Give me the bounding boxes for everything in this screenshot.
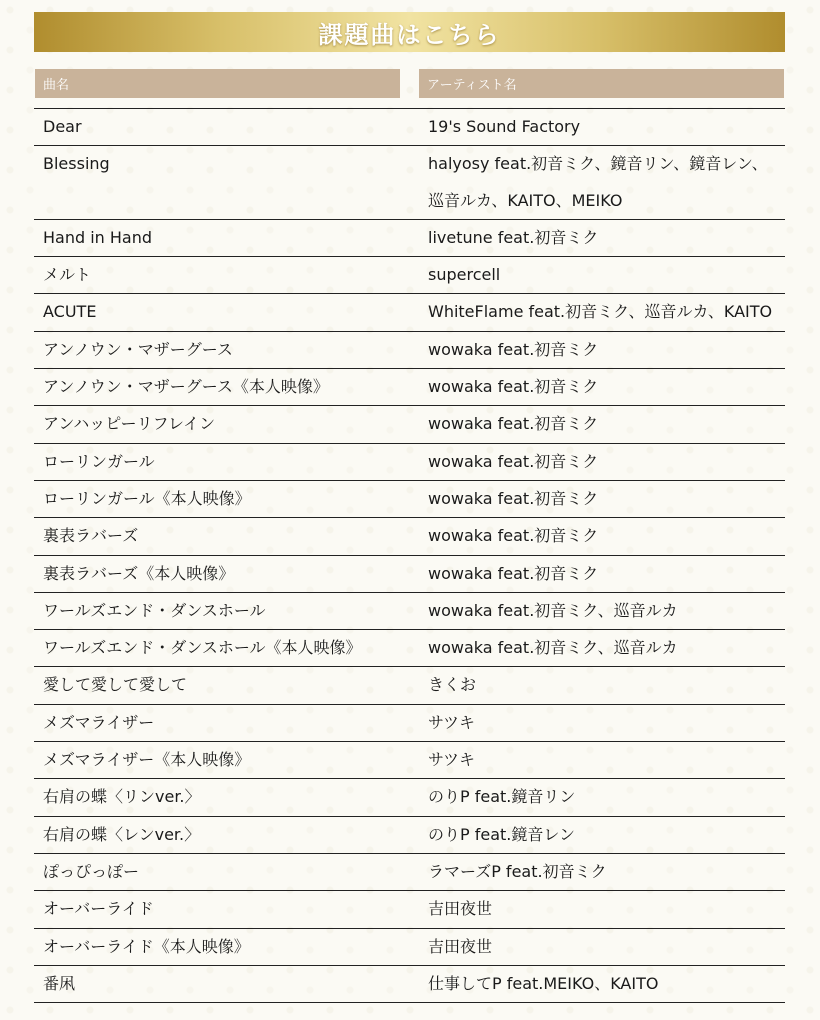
song-title: ローリンガール bbox=[43, 451, 155, 471]
song-title: 愛して愛して愛して bbox=[43, 675, 188, 695]
artist-name: wowaka feat.初音ミク bbox=[428, 414, 599, 434]
table-row bbox=[34, 257, 785, 294]
artist-name: wowaka feat.初音ミク bbox=[428, 451, 599, 471]
artist-name: wowaka feat.初音ミク bbox=[428, 377, 599, 397]
table-row bbox=[34, 742, 785, 779]
song-title: Dear bbox=[43, 117, 82, 136]
artist-name: halyosy feat.初音ミク、鏡音リン、鏡音レン、 巡音ルカ、KAITO、MEIKO bbox=[428, 154, 768, 210]
artist-name: 仕事してP feat.MEIKO、KAITO bbox=[428, 973, 659, 993]
artist-name: のりP feat.鏡音レン bbox=[428, 824, 575, 844]
song-table bbox=[34, 108, 785, 1003]
artist-name: wowaka feat.初音ミク、巡音ルカ bbox=[428, 600, 678, 620]
table-row bbox=[34, 854, 785, 891]
artist-name: supercell bbox=[428, 265, 501, 285]
table-row bbox=[34, 630, 785, 667]
song-title: 番凩 bbox=[43, 973, 76, 993]
song-title: メズマライザー《本人映像》 bbox=[43, 750, 251, 770]
song-title: Blessing bbox=[43, 154, 110, 174]
table-row bbox=[34, 518, 785, 555]
artist-name: livetune feat.初音ミク bbox=[428, 227, 599, 247]
table-row bbox=[34, 705, 785, 742]
table-row bbox=[34, 220, 785, 257]
table-row bbox=[34, 966, 785, 1003]
table-row bbox=[34, 406, 785, 443]
table-row bbox=[34, 929, 785, 966]
artist-name: ラマーズP feat.初音ミク bbox=[428, 861, 607, 881]
artist-name: 吉田夜世 bbox=[428, 936, 493, 956]
song-title: ローリンガール《本人映像》 bbox=[43, 488, 251, 508]
title-banner bbox=[34, 12, 785, 52]
table-row bbox=[34, 332, 785, 369]
song-title: 裏表ラバーズ bbox=[43, 526, 139, 546]
column-header-song: 曲名 bbox=[35, 69, 400, 98]
artist-name: wowaka feat.初音ミク、巡音ルカ bbox=[428, 638, 678, 658]
table-row bbox=[34, 593, 785, 630]
table-row bbox=[34, 109, 785, 146]
table-row bbox=[34, 294, 785, 331]
artist-name: のりP feat.鏡音リン bbox=[428, 787, 576, 807]
artist-name: サツキ bbox=[428, 750, 476, 770]
table-row bbox=[34, 369, 785, 406]
table-row bbox=[34, 556, 785, 593]
song-title: 右肩の蝶〈レンver.〉 bbox=[43, 824, 201, 844]
artist-name: きくお bbox=[428, 675, 477, 695]
table-row bbox=[34, 444, 785, 481]
table-row bbox=[34, 779, 785, 816]
song-title: ACUTE bbox=[43, 302, 97, 322]
table-row bbox=[34, 817, 785, 854]
table-row bbox=[34, 146, 785, 220]
song-title: ワールズエンド・ダンスホール《本人映像》 bbox=[43, 638, 362, 658]
artist-name: wowaka feat.初音ミク bbox=[428, 563, 599, 583]
table-row bbox=[34, 481, 785, 518]
artist-name: WhiteFlame feat.初音ミク、巡音ルカ、KAITO bbox=[428, 302, 773, 322]
artist-name: サツキ bbox=[428, 712, 476, 732]
song-title: メズマライザー bbox=[43, 712, 155, 732]
song-title: ワールズエンド・ダンスホール bbox=[43, 600, 266, 620]
artist-name: wowaka feat.初音ミク bbox=[428, 526, 599, 546]
table-row bbox=[34, 667, 785, 704]
song-title: アンノウン・マザーグース bbox=[43, 339, 233, 359]
column-header-artist: アーティスト名 bbox=[419, 69, 784, 98]
artist-name: 19's Sound Factory bbox=[428, 117, 581, 136]
artist-name: wowaka feat.初音ミク bbox=[428, 339, 599, 359]
artist-name: wowaka feat.初音ミク bbox=[428, 488, 599, 508]
song-title: アンノウン・マザーグース《本人映像》 bbox=[43, 377, 329, 397]
song-title: アンハッピーリフレイン bbox=[43, 414, 216, 434]
song-title: オーバーライド《本人映像》 bbox=[43, 936, 250, 956]
song-title: Hand in Hand bbox=[43, 227, 153, 247]
page-title: 課題曲はこちら bbox=[318, 19, 501, 49]
artist-name: 吉田夜世 bbox=[428, 899, 493, 919]
song-title: 右肩の蝶〈リンver.〉 bbox=[43, 787, 201, 807]
song-title: ぽっぴっぽー bbox=[43, 861, 140, 881]
song-title: 裏表ラバーズ《本人映像》 bbox=[43, 563, 235, 583]
song-title: メルト bbox=[43, 265, 92, 285]
table-row bbox=[34, 891, 785, 928]
song-title: オーバーライド bbox=[43, 899, 154, 919]
